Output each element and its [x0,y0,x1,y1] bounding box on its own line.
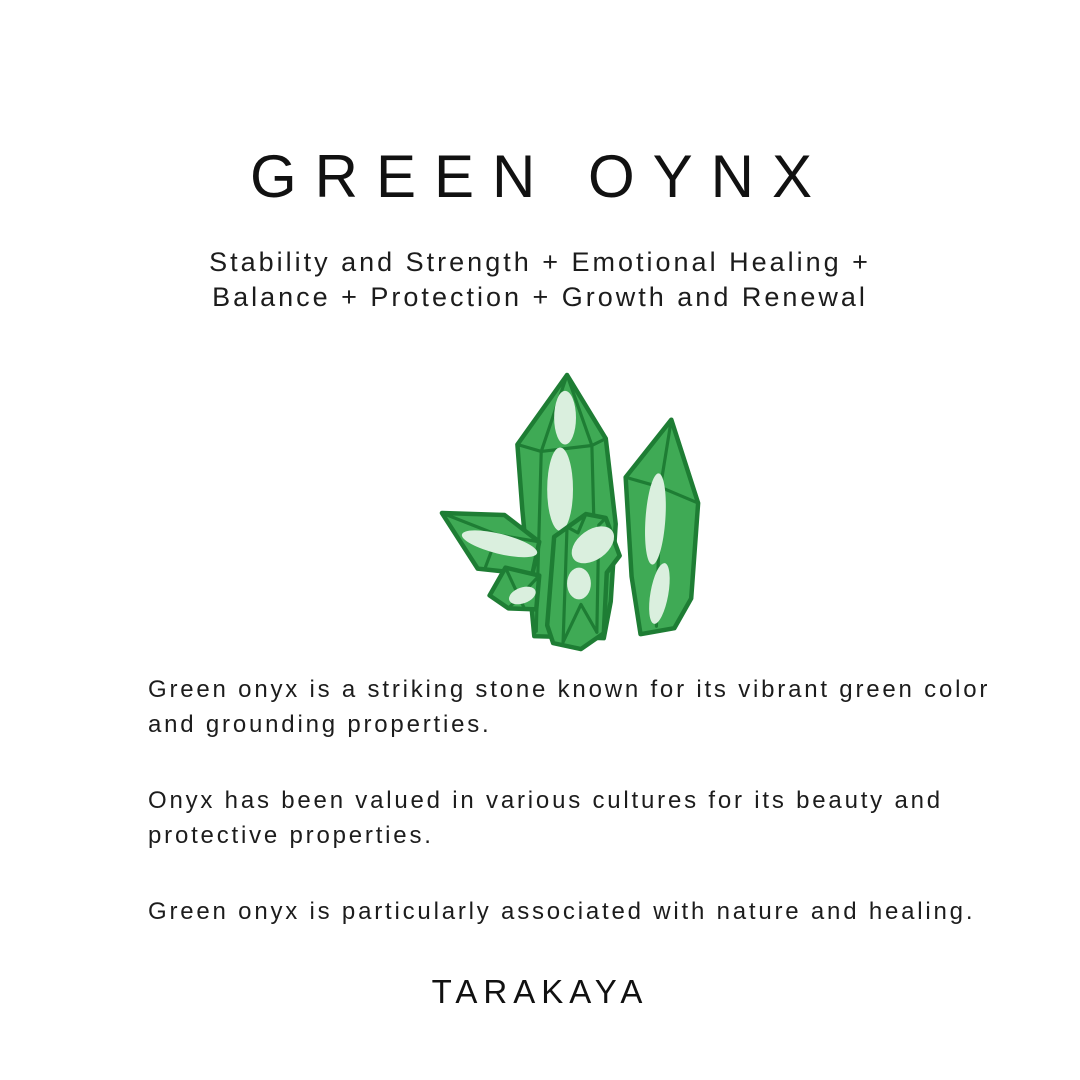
green-crystal-cluster-illustration [430,368,718,666]
subtitle-line-2: Balance + Protection + Growth and Renewal [212,282,868,312]
paragraph-3: Green onyx is particularly associated with nature and healing. [148,898,976,925]
subtitle [0,245,1080,315]
subtitle-line-1: Stability and Strength + Emotional Healing + [209,247,871,277]
description-paragraphs [148,672,1018,929]
crystal-small [490,568,540,610]
paragraph-1: Green onyx is a striking stone known for its vibrant green color and grounding properties. [148,676,991,738]
page-title: GREEN OYNX [249,143,831,210]
paragraph-2: Onyx has been valued in various cultures for its beauty and protective properties. [148,787,943,849]
brand-name: TARAKAYA [431,973,649,1010]
crystal-right [626,420,698,635]
